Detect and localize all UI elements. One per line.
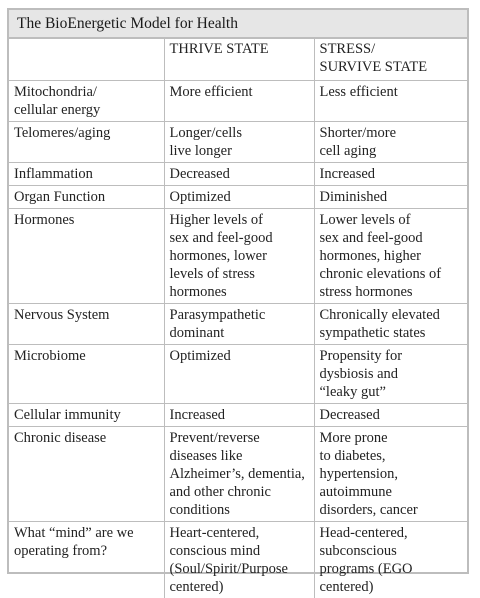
table-row bbox=[9, 209, 467, 304]
table-row bbox=[9, 186, 467, 209]
stress-cell: Head-centered, subconscious programs (EGO centered) bbox=[314, 522, 467, 598]
table-row bbox=[9, 304, 467, 345]
table-row bbox=[9, 522, 467, 598]
table-row bbox=[9, 163, 467, 186]
stress-cell: Decreased bbox=[314, 404, 467, 427]
thrive-cell: Optimized bbox=[164, 345, 314, 404]
row-label-cell: Cellular immunity bbox=[9, 404, 164, 427]
header-cell-empty bbox=[9, 39, 164, 81]
stress-cell: More prone to diabetes, hypertension, autoimmune disorders, cancer bbox=[314, 427, 467, 522]
thrive-cell: Higher levels of sex and feel-good hormones, lower levels of stress hormones bbox=[164, 209, 314, 304]
comparison-table bbox=[9, 39, 467, 598]
thrive-cell: Decreased bbox=[164, 163, 314, 186]
bioenergetic-table-frame bbox=[7, 8, 469, 574]
stress-cell: Less efficient bbox=[314, 81, 467, 122]
stress-cell: Shorter/more cell aging bbox=[314, 122, 467, 163]
thrive-cell: More efficient bbox=[164, 81, 314, 122]
table-row bbox=[9, 122, 467, 163]
table-row bbox=[9, 427, 467, 522]
stress-cell: Chronically elevated sympathetic states bbox=[314, 304, 467, 345]
table-row bbox=[9, 345, 467, 404]
stress-cell: Diminished bbox=[314, 186, 467, 209]
thrive-cell: Longer/cells live longer bbox=[164, 122, 314, 163]
row-label-cell: Inflammation bbox=[9, 163, 164, 186]
header-row bbox=[9, 39, 467, 81]
stress-cell: Increased bbox=[314, 163, 467, 186]
row-label-cell: Microbiome bbox=[9, 345, 164, 404]
table-row bbox=[9, 404, 467, 427]
row-label-cell: What “mind” are we operating from? bbox=[9, 522, 164, 598]
stress-cell: Lower levels of sex and feel-good hormones, higher chronic elevations of stress hormones bbox=[314, 209, 467, 304]
row-label-cell: Hormones bbox=[9, 209, 164, 304]
row-label-cell: Telomeres/aging bbox=[9, 122, 164, 163]
stress-cell: Propensity for dysbiosis and “leaky gut” bbox=[314, 345, 467, 404]
thrive-cell: Heart-centered, conscious mind (Soul/Spirit/Purpose centered) bbox=[164, 522, 314, 598]
thrive-cell: Prevent/reverse diseases like Alzheimer’s, dementia, and other chronic conditions bbox=[164, 427, 314, 522]
header-cell-thrive: THRIVE STATE bbox=[164, 39, 314, 81]
row-label-cell: Chronic disease bbox=[9, 427, 164, 522]
row-label-cell: Nervous System bbox=[9, 304, 164, 345]
thrive-cell: Parasympathetic dominant bbox=[164, 304, 314, 345]
table-row bbox=[9, 81, 467, 122]
row-label-cell: Organ Function bbox=[9, 186, 164, 209]
table-title: The BioEnergetic Model for Health bbox=[9, 10, 467, 39]
thrive-cell: Optimized bbox=[164, 186, 314, 209]
header-cell-stress: STRESS/ SURVIVE STATE bbox=[314, 39, 467, 81]
row-label-cell: Mitochondria/ cellular energy bbox=[9, 81, 164, 122]
thrive-cell: Increased bbox=[164, 404, 314, 427]
